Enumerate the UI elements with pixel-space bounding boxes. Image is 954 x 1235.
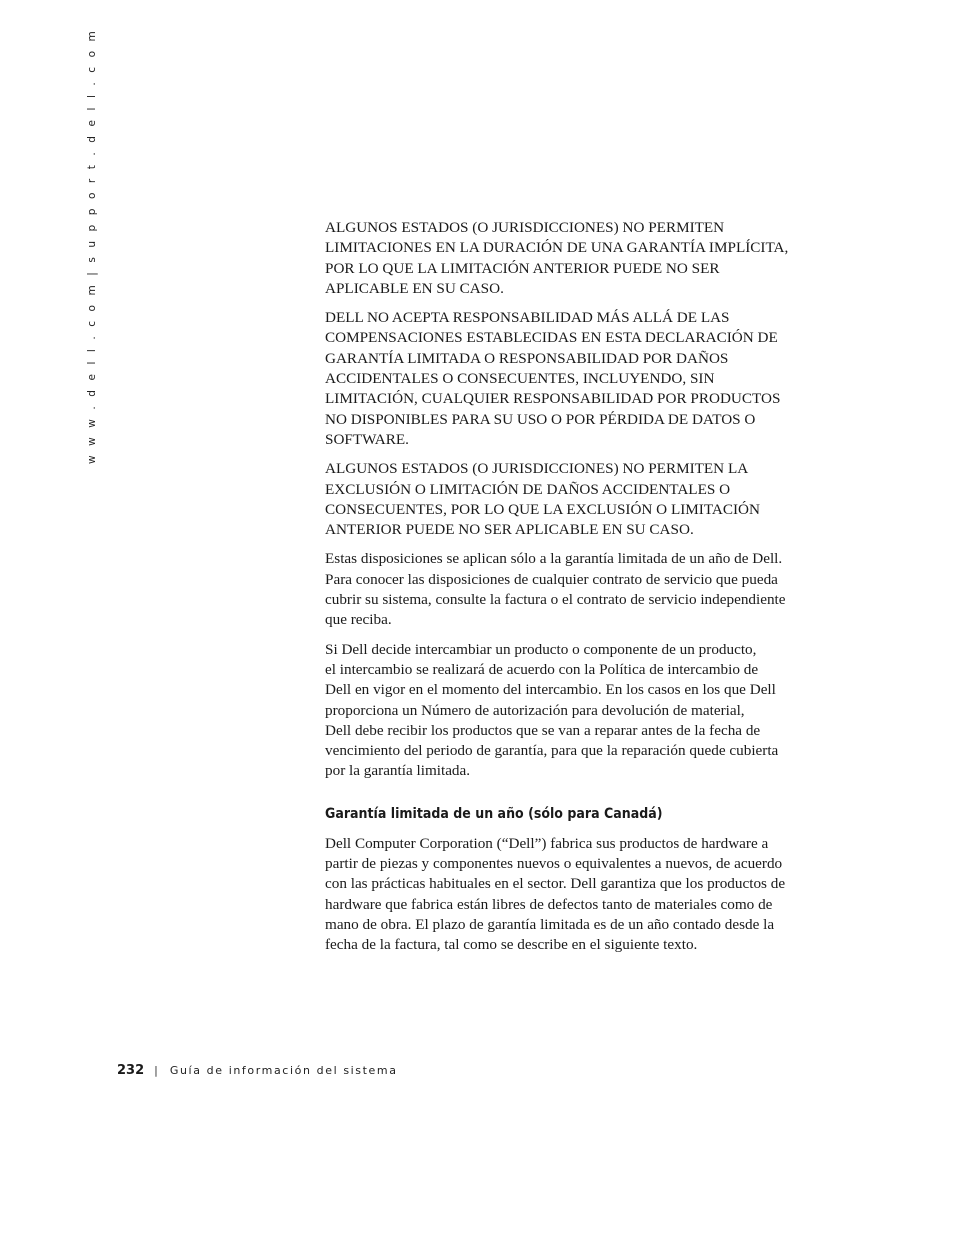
side-url-text: w w w . d e l l . c o m | s u p p o r t . d e l l . c o m [86,28,98,464]
paragraph-provisions-scope: Estas disposiciones se aplican sólo a la garantía limitada de un año de Dell. Para conocer las disposiciones de cualquier contrato de servicio que pueda cubrir su sistema, consulte la factura o el contrato de servicio independiente que reciba. [325,550,786,629]
section-heading: Garantía limitada de un año (sólo para Canadá) [325,805,663,822]
paragraph-implied-warranty-limits: ALGUNOS ESTADOS (O JURISDICCIONES) NO PERMITEN LIMITACIONES EN LA DURACIÓN DE UNA GARANTÍA IMPLÍCITA, POR LO QUE LA LIMITACIÓN ANTERIOR PUEDE NO SER APLICABLE EN SU CASO. [325,219,789,297]
page-number: 232 [117,1062,145,1078]
main-content [325,218,817,965]
paragraph-exchange-policy: Si Dell decide intercambiar un producto o componente de un producto, el intercambio se realizará de acuerdo con la Política de intercambio de Dell en vigor en el momento del intercambio. En los casos en los que Dell proporciona un Número de autorización para devolución de material, Dell debe recibir los productos que se van a reparar antes de la fecha de vencimiento del periodo de garantía, para que la reparación quede cubierta por la garantía limitada. [325,640,779,780]
footer-separator: | [154,1063,158,1077]
paragraph-liability-disclaimer: DELL NO ACEPTA RESPONSABILIDAD MÁS ALLÁ DE LAS COMPENSACIONES ESTABLECIDAS EN ESTA DECLARACIÓN DE GARANTÍA LIMITADA O RESPONSABILIDAD POR DAÑOS ACCIDENTALES O CONSECUENTES, INCLUYENDO, SIN LIMITACIÓN, CUALQUIER RESPONSABILIDAD POR PRODUCTOS NO DISPONIBLES PARA SU USO O POR PÉRDIDA DE DATOS O SOFTWARE. [325,309,781,448]
footer-document-title: Guía de información del sistema [169,1063,398,1077]
paragraph-damages-exclusion: ALGUNOS ESTADOS (O JURISDICCIONES) NO PERMITEN LA EXCLUSIÓN O LIMITACIÓN DE DAÑOS ACCIDENTALES O CONSECUENTES, POR LO QUE LA EXCLUSIÓN O LIMITACIÓN ANTERIOR PUEDE NO SER APLICABLE EN SU CASO. [325,460,760,539]
paragraph-canada-warranty: Dell Computer Corporation (“Dell”) fabrica sus productos de hardware a partir de piezas y componentes nuevos o equivalentes a nuevos, de acuerdo con las prácticas habituales en el sector. Dell garantiza que los productos de hardware que fabrica están libres de defectos tanto de materiales como de mano de obra. El plazo de garantía limitada es de un año contado desde la fecha de la factura, tal como se describe en el siguiente texto. [325,834,786,954]
page-footer [117,1060,398,1080]
